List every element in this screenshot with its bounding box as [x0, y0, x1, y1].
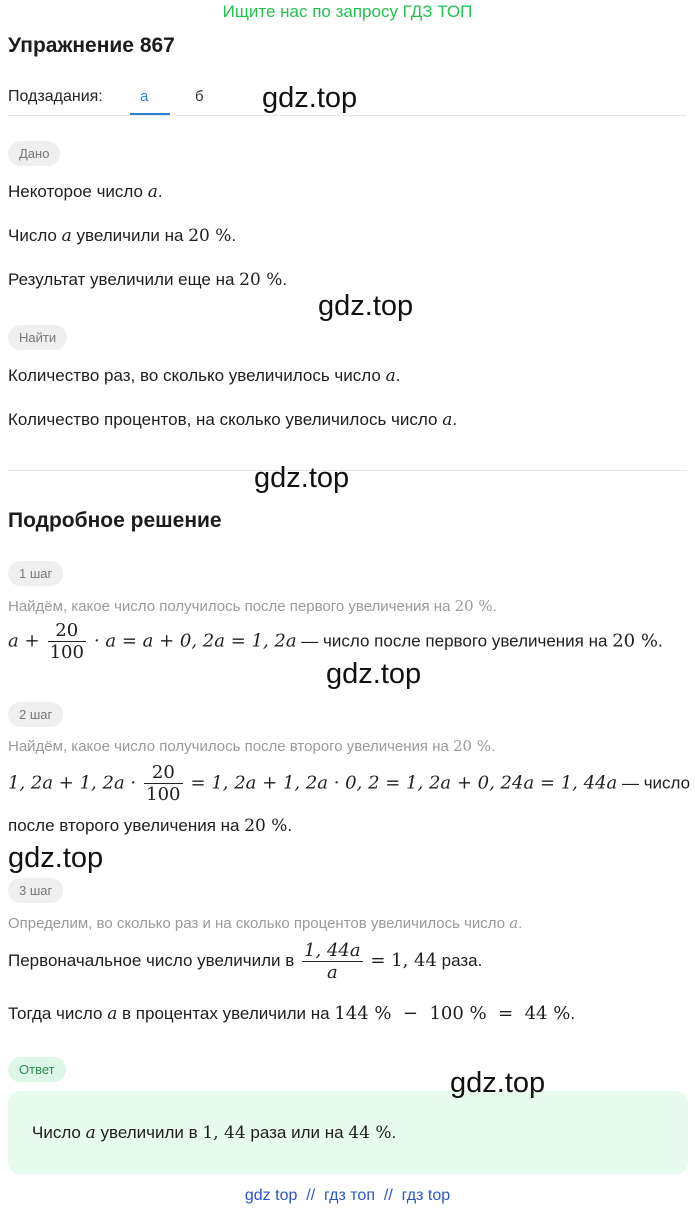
- divider: [8, 115, 686, 116]
- step-2-pill: 2 шаг: [8, 702, 63, 727]
- step-2-hint: Найдём, какое число получилось после второго увеличения на 20 %.: [8, 737, 496, 755]
- watermark: gdz.top: [318, 290, 414, 322]
- watermark: gdz.top: [8, 842, 104, 874]
- promo-banner[interactable]: Ищите нас по запросу ГДЗ ТОП: [222, 2, 473, 21]
- step-1-hint: Найдём, какое число получилось после первого увеличения на 20 %.: [8, 597, 497, 615]
- step-2-formula: 1, 2a + 1, 2a · $\frac{20}{100}$ = 1, 2a + 1, 2a · 0, 2 = 1, 2a + 0, 24a = 1, 44a — число: [8, 762, 691, 805]
- step-1-pill: 1 шаг: [8, 561, 63, 586]
- tab-a[interactable]: а: [140, 88, 149, 105]
- watermark: gdz.top: [254, 462, 350, 494]
- answer-pill: Ответ: [8, 1057, 66, 1082]
- step-3-line-2: Тогда число a в процентах увеличили на 144 % − 100 % = 44 %.: [8, 1003, 576, 1024]
- find-pill: Найти: [8, 325, 67, 350]
- given-line-2: Число a увеличили на 20 %.: [8, 226, 237, 246]
- solution-title: Подробное решение: [8, 509, 222, 532]
- step-3-hint: Определим, во сколько раз и на сколько процентов увеличилось число a.: [8, 914, 523, 932]
- subtasks-label: Подзадания:: [8, 88, 103, 105]
- find-line-2: Количество процентов, на сколько увеличилось число a.: [8, 410, 458, 430]
- step-2-continuation: после второго увеличения на 20 %.: [8, 816, 293, 836]
- watermark: gdz.top: [262, 82, 358, 114]
- given-pill: Дано: [8, 141, 60, 166]
- tab-b[interactable]: б: [195, 88, 204, 105]
- watermark: gdz.top: [326, 658, 422, 690]
- watermark: gdz.top: [450, 1067, 546, 1099]
- footer-links[interactable]: gdz top // гдз топ // гдз top: [244, 1187, 451, 1204]
- given-line-3: Результат увеличили еще на 20 %.: [8, 270, 288, 290]
- find-line-1: Количество раз, во сколько увеличилось число a.: [8, 366, 401, 386]
- answer-text: Число a увеличили в 1, 44 раза или на 44 %.: [32, 1123, 397, 1143]
- step-3-line-1: Первоначальное число увеличили в $\frac{1, 44a}{a}$ = 1, 44 раза.: [8, 940, 483, 983]
- given-line-1: Некоторое число a.: [8, 182, 163, 202]
- step-3-pill: 3 шаг: [8, 878, 63, 903]
- step-1-formula: a + $\frac{20}{100}$ · a = a + 0, 2a = 1, 2a — число после первого увеличения на 20 %.: [8, 620, 663, 663]
- page-title: Упражнение 867: [8, 34, 175, 57]
